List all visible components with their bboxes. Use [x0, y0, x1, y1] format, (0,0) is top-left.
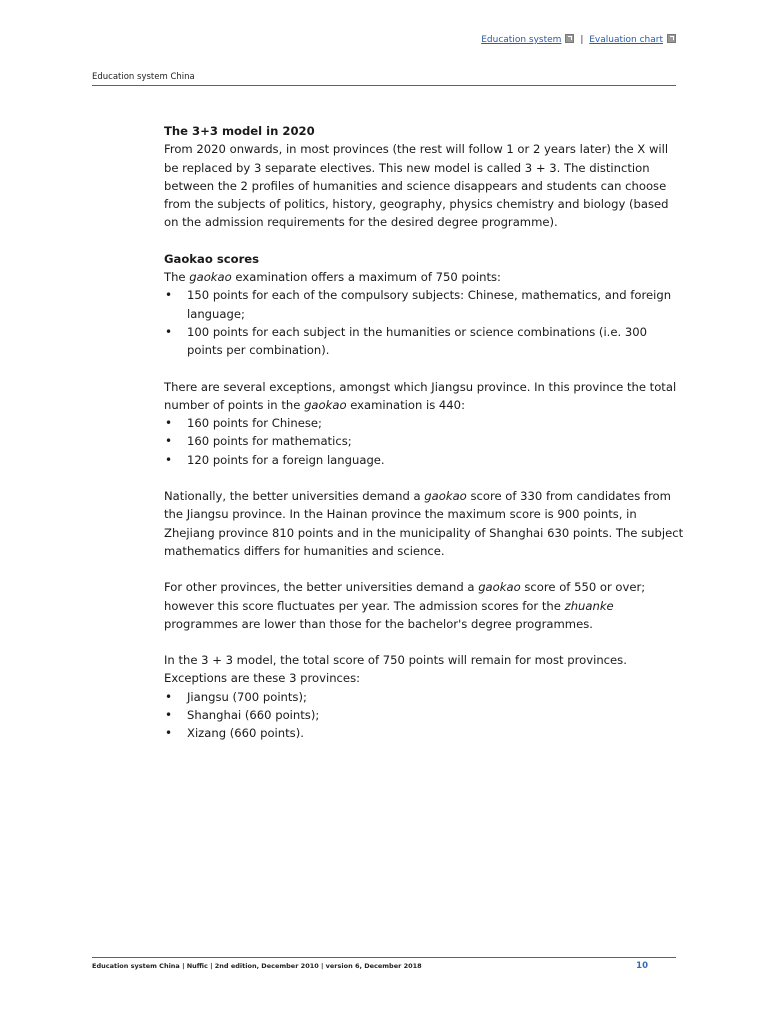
list-item: • 160 points for Chinese; [164, 414, 684, 432]
gaokao-points-list [164, 286, 684, 359]
paragraph-other-provinces: For other provinces, the better universities demand a gaokao score of 550 or over; however this score fluctuates per year. The admission scores for the zhuanke programmes are lower than those for the bachelor's degree programmes. [164, 580, 646, 631]
external-link-icon[interactable] [667, 34, 676, 43]
list-item: • 160 points for mathematics; [164, 432, 684, 450]
list-item: • 100 points for each subject in the humanities or science combinations (i.e. 300 points per combination). [164, 323, 684, 360]
page-content [164, 122, 684, 743]
paragraph-gaokao-intro: The gaokao examination offers a maximum of 750 points: [164, 270, 501, 285]
paragraph-3plus3: From 2020 onwards, in most provinces (the rest will follow 1 or 2 years later) the X will be replaced by 3 separate electives. This new model is called 3 + 3. The distinction between the 2 profiles of humanities and science disappears and students can choose from the subjects of politics, history, geography, physics chemistry and biology (based on the admission requirements for the desired degree programme). [164, 142, 669, 230]
list-item: • Xizang (660 points). [164, 724, 684, 742]
section-heading-3plus3: The 3+3 model in 2020 [164, 124, 315, 138]
header-divider [92, 85, 676, 86]
province-exceptions-list [164, 688, 684, 743]
education-system-link[interactable]: Education system [481, 35, 562, 45]
footer-text: Education system China | Nuffic | 2nd edition, December 2010 | version 6, December 2018 [92, 962, 422, 970]
document-header: Education system China [92, 72, 195, 82]
external-link-icon[interactable] [565, 34, 574, 43]
paragraph-national-scores: Nationally, the better universities demand a gaokao score of 330 from candidates from the Jiangsu province. In the Hainan province the maximum score is 900 points, in Zhejiang province 810 points and in the municipality of Shanghai 630 points. The subject mathematics differs for humanities and science. [164, 489, 684, 558]
nav-separator: | [580, 35, 584, 45]
page-number: 10 [636, 961, 648, 971]
footer-divider [92, 957, 676, 958]
list-item: • 120 points for a foreign language. [164, 451, 684, 469]
evaluation-chart-link[interactable]: Evaluation chart [589, 35, 663, 45]
jiangsu-points-list [164, 414, 684, 469]
paragraph-jiangsu-exception: There are several exceptions, amongst which Jiangsu province. In this province the total number of points in the gaokao examination is 440: [164, 379, 677, 412]
list-item: • Shanghai (660 points); [164, 706, 684, 724]
section-heading-gaokao-scores: Gaokao scores [164, 251, 260, 266]
list-item: • 150 points for each of the compulsory subjects: Chinese, mathematics, and foreign language; [164, 286, 684, 323]
list-item: • Jiangsu (700 points); [164, 688, 684, 706]
paragraph-3plus3-scores: In the 3 + 3 model, the total score of 750 points will remain for most provinces. Exceptions are these 3 provinces: [164, 653, 627, 686]
top-navigation [481, 34, 676, 45]
